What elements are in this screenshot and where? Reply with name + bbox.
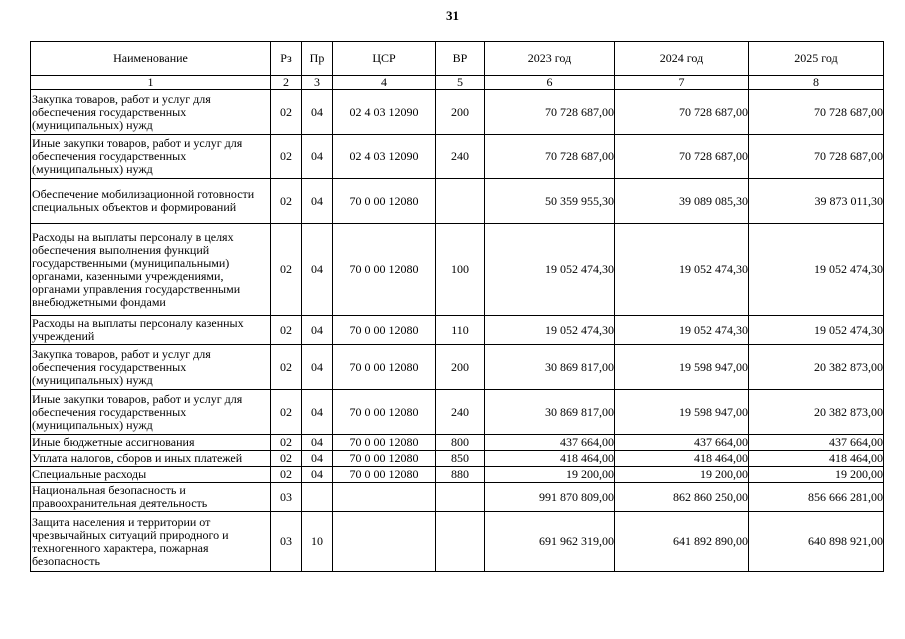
row-amount-2024: 19 200,00 xyxy=(615,467,749,483)
header-2024: 2024 год xyxy=(615,42,749,76)
row-amount-2024: 19 598 947,00 xyxy=(615,345,749,390)
table-row xyxy=(31,316,884,345)
row-csr: 70 0 00 12080 xyxy=(333,467,436,483)
row-amount-2024: 19 052 474,30 xyxy=(615,316,749,345)
row-amount-2025: 20 382 873,00 xyxy=(749,345,884,390)
row-csr: 70 0 00 12080 xyxy=(333,316,436,345)
row-pr: 04 xyxy=(302,316,333,345)
page-number: 31 xyxy=(446,8,459,23)
table-row xyxy=(31,451,884,467)
header-rz: Рз xyxy=(271,42,302,76)
row-pr: 04 xyxy=(302,390,333,435)
column-number: 6 xyxy=(485,76,615,90)
row-name: Расходы на выплаты персоналу в целях обеспечения выполнения функций государственными (муниципальными) органами, казенными учреждениями, органами управления государственными внебюджетными фондами xyxy=(31,224,271,316)
row-rz: 02 xyxy=(271,316,302,345)
row-rz: 02 xyxy=(271,435,302,451)
row-csr: 02 4 03 12090 xyxy=(333,135,436,179)
row-csr: 70 0 00 12080 xyxy=(333,345,436,390)
row-rz: 02 xyxy=(271,467,302,483)
column-number-row xyxy=(31,76,884,90)
row-vr: 240 xyxy=(436,390,485,435)
row-amount-2025: 418 464,00 xyxy=(749,451,884,467)
row-pr xyxy=(302,483,333,512)
row-amount-2024: 641 892 890,00 xyxy=(615,512,749,572)
row-amount-2024: 39 089 085,30 xyxy=(615,179,749,224)
table-row xyxy=(31,390,884,435)
row-rz: 03 xyxy=(271,483,302,512)
row-pr: 04 xyxy=(302,135,333,179)
row-csr: 70 0 00 12080 xyxy=(333,390,436,435)
header-name: Наименование xyxy=(31,42,271,76)
row-name: Обеспечение мобилизационной готовности специальных объектов и формирований xyxy=(31,179,271,224)
row-rz: 02 xyxy=(271,135,302,179)
row-amount-2024: 70 728 687,00 xyxy=(615,90,749,135)
row-name: Расходы на выплаты персоналу казенных учреждений xyxy=(31,316,271,345)
row-amount-2024: 19 052 474,30 xyxy=(615,224,749,316)
table-row xyxy=(31,435,884,451)
table-row xyxy=(31,467,884,483)
row-amount-2024: 437 664,00 xyxy=(615,435,749,451)
row-amount-2023: 30 869 817,00 xyxy=(485,345,615,390)
row-rz: 02 xyxy=(271,179,302,224)
column-number: 3 xyxy=(302,76,333,90)
row-amount-2023: 418 464,00 xyxy=(485,451,615,467)
row-csr: 70 0 00 12080 xyxy=(333,179,436,224)
row-rz: 02 xyxy=(271,390,302,435)
row-rz: 02 xyxy=(271,90,302,135)
row-vr: 880 xyxy=(436,467,485,483)
row-amount-2023: 19 052 474,30 xyxy=(485,316,615,345)
row-vr: 800 xyxy=(436,435,485,451)
row-amount-2025: 70 728 687,00 xyxy=(749,135,884,179)
row-vr xyxy=(436,512,485,572)
row-amount-2023: 70 728 687,00 xyxy=(485,135,615,179)
row-name: Защита населения и территории от чрезвычайных ситуаций природного и техногенного характера, пожарная безопасность xyxy=(31,512,271,572)
budget-table xyxy=(30,41,884,572)
row-name: Уплата налогов, сборов и иных платежей xyxy=(31,451,271,467)
row-rz: 03 xyxy=(271,512,302,572)
table-body xyxy=(31,90,884,572)
header-2025: 2025 год xyxy=(749,42,884,76)
row-vr: 240 xyxy=(436,135,485,179)
row-csr xyxy=(333,512,436,572)
row-amount-2025: 437 664,00 xyxy=(749,435,884,451)
table-row xyxy=(31,512,884,572)
row-rz: 02 xyxy=(271,224,302,316)
row-csr: 70 0 00 12080 xyxy=(333,451,436,467)
row-name: Иные закупки товаров, работ и услуг для обеспечения государственных (муниципальных) нужд xyxy=(31,390,271,435)
row-name: Специальные расходы xyxy=(31,467,271,483)
row-pr: 10 xyxy=(302,512,333,572)
row-rz: 02 xyxy=(271,451,302,467)
row-amount-2025: 70 728 687,00 xyxy=(749,90,884,135)
row-amount-2025: 640 898 921,00 xyxy=(749,512,884,572)
row-vr: 200 xyxy=(436,345,485,390)
row-amount-2024: 70 728 687,00 xyxy=(615,135,749,179)
column-number: 8 xyxy=(749,76,884,90)
column-number: 1 xyxy=(31,76,271,90)
row-amount-2025: 19 052 474,30 xyxy=(749,224,884,316)
row-amount-2023: 437 664,00 xyxy=(485,435,615,451)
row-amount-2023: 30 869 817,00 xyxy=(485,390,615,435)
table-row xyxy=(31,179,884,224)
row-amount-2023: 70 728 687,00 xyxy=(485,90,615,135)
row-amount-2023: 19 200,00 xyxy=(485,467,615,483)
column-number: 7 xyxy=(615,76,749,90)
column-number: 2 xyxy=(271,76,302,90)
row-rz: 02 xyxy=(271,345,302,390)
row-pr: 04 xyxy=(302,179,333,224)
row-amount-2023: 691 962 319,00 xyxy=(485,512,615,572)
row-vr xyxy=(436,483,485,512)
column-number: 5 xyxy=(436,76,485,90)
header-vr: ВР xyxy=(436,42,485,76)
row-amount-2025: 39 873 011,30 xyxy=(749,179,884,224)
row-csr: 02 4 03 12090 xyxy=(333,90,436,135)
row-amount-2025: 20 382 873,00 xyxy=(749,390,884,435)
row-pr: 04 xyxy=(302,467,333,483)
table-row xyxy=(31,90,884,135)
row-amount-2023: 991 870 809,00 xyxy=(485,483,615,512)
row-amount-2024: 862 860 250,00 xyxy=(615,483,749,512)
row-amount-2024: 19 598 947,00 xyxy=(615,390,749,435)
table-row xyxy=(31,345,884,390)
row-pr: 04 xyxy=(302,224,333,316)
header-row xyxy=(31,42,884,76)
row-amount-2025: 856 666 281,00 xyxy=(749,483,884,512)
row-amount-2025: 19 052 474,30 xyxy=(749,316,884,345)
header-2023: 2023 год xyxy=(485,42,615,76)
table-row xyxy=(31,224,884,316)
row-name: Закупка товаров, работ и услуг для обеспечения государственных (муниципальных) нужд xyxy=(31,345,271,390)
header-csr: ЦСР xyxy=(333,42,436,76)
row-vr: 850 xyxy=(436,451,485,467)
row-pr: 04 xyxy=(302,90,333,135)
row-name: Национальная безопасность и правоохранительная деятельность xyxy=(31,483,271,512)
column-number: 4 xyxy=(333,76,436,90)
row-amount-2023: 50 359 955,30 xyxy=(485,179,615,224)
row-csr: 70 0 00 12080 xyxy=(333,224,436,316)
row-vr: 100 xyxy=(436,224,485,316)
table-row xyxy=(31,135,884,179)
row-vr: 110 xyxy=(436,316,485,345)
header-pr: Пр xyxy=(302,42,333,76)
row-pr: 04 xyxy=(302,435,333,451)
row-vr xyxy=(436,179,485,224)
row-name: Иные закупки товаров, работ и услуг для обеспечения государственных (муниципальных) нужд xyxy=(31,135,271,179)
row-pr: 04 xyxy=(302,451,333,467)
row-name: Иные бюджетные ассигнования xyxy=(31,435,271,451)
row-amount-2024: 418 464,00 xyxy=(615,451,749,467)
row-pr: 04 xyxy=(302,345,333,390)
row-vr: 200 xyxy=(436,90,485,135)
row-amount-2025: 19 200,00 xyxy=(749,467,884,483)
row-csr: 70 0 00 12080 xyxy=(333,435,436,451)
table-row xyxy=(31,483,884,512)
row-amount-2023: 19 052 474,30 xyxy=(485,224,615,316)
row-name: Закупка товаров, работ и услуг для обеспечения государственных (муниципальных) нужд xyxy=(31,90,271,135)
row-csr xyxy=(333,483,436,512)
